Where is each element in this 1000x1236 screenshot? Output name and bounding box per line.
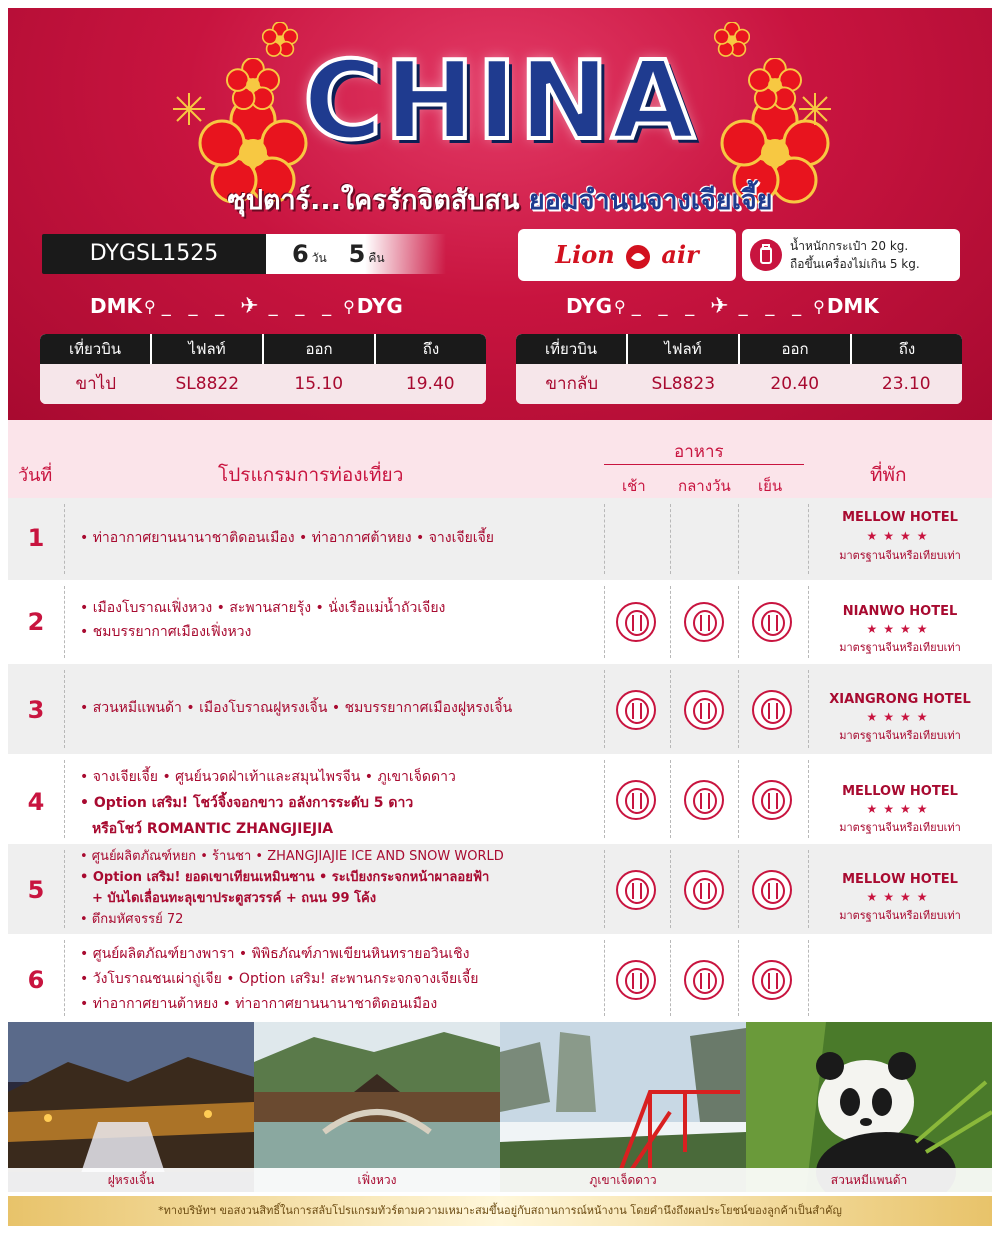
photo-label: เฟิ่งหวง: [254, 1168, 500, 1192]
day-row: [8, 580, 992, 664]
hotel-name: MELLOW HOTEL: [842, 510, 958, 525]
col-header: เที่ยวบิน: [516, 334, 626, 364]
nights-count: 5: [348, 240, 366, 268]
day-row: [8, 754, 992, 844]
inbound-route: DYG ⚲ _ _ _ ✈ _ _ _ ⚲ DMK: [566, 293, 879, 319]
program-table-header: [8, 420, 992, 498]
meal-dinner-icon: [752, 690, 792, 730]
days-unit: วัน: [311, 251, 327, 265]
meal-lunch-icon: [684, 690, 724, 730]
hotel-stars: ★★★★: [866, 622, 934, 636]
arrival-time: 23.10: [881, 374, 931, 394]
meal-breakfast-icon: [616, 690, 656, 730]
col-header: ไฟลท์: [628, 334, 738, 364]
photo-panda-park: [746, 1022, 992, 1192]
meal-dinner-icon: [752, 780, 792, 820]
hotel-standard: มาตรฐานจีนหรือเทียบเท่า: [839, 729, 961, 742]
flight-number: SL8823: [651, 374, 716, 394]
main-title: CHINA: [303, 39, 697, 164]
col-header: ออก: [264, 334, 374, 364]
photo-label: สวนหมีแพนด้า: [746, 1168, 992, 1192]
itinerary-option-line: • Option เสริม! โชว์จิ้งจอกขาว อลังการระดับ 5 ดาว: [80, 795, 414, 811]
location-pin-icon: ⚲: [343, 296, 355, 316]
inbound-to: DMK: [826, 294, 879, 318]
itinerary-line: • เมืองโบราณเฟิ่งหวง • สะพานสายรุ้ง • นั่งเรือแม่น้ำถัวเจียง: [80, 600, 446, 616]
col-header: ถึง: [376, 334, 486, 364]
days-count: 6: [292, 240, 309, 268]
airline-name-left: Lion: [555, 240, 615, 269]
waterfall-town-image: [8, 1022, 254, 1192]
col-header: เที่ยวบิน: [40, 334, 150, 364]
day-number: 3: [27, 696, 45, 724]
nights-unit: คืน: [368, 251, 385, 265]
itinerary-line: • ศูนย์ผลิตภัณฑ์ยางพารา • พิพิธภัณฑ์ภาพเขียนหินทรายอวินเชิง: [80, 946, 470, 962]
tour-poster: [8, 8, 992, 1232]
airline-logo: [518, 229, 736, 281]
photo-furongzhen: [8, 1022, 254, 1192]
photo-fenghuang: [254, 1022, 500, 1192]
departure-time: 20.40: [770, 374, 820, 394]
meal-breakfast-icon: [616, 780, 656, 820]
arrival-time: 19.40: [405, 374, 455, 394]
inbound-flight-table: [516, 334, 962, 404]
day-number: 1: [27, 524, 45, 552]
itinerary-line: • วังโบราณชนเผ่าถู่เจีย • Option เสริม! สะพานกระจกจางเจียเจี้ย: [80, 971, 479, 987]
meal-breakfast-icon: [616, 602, 656, 642]
hotel-stars: ★★★★: [866, 802, 934, 816]
col-header: ถึง: [852, 334, 962, 364]
outbound-flight-table: [40, 334, 486, 404]
day-row: [8, 934, 992, 1022]
river-bridge-image: [254, 1022, 500, 1192]
meal-lunch-icon: [684, 960, 724, 1000]
glass-skywalk-image: [500, 1022, 746, 1192]
program-col-header: โปรแกรมการท่องเที่ยว: [218, 464, 404, 486]
photo-seven-star-mountain: [500, 1022, 746, 1192]
dinner-col-header: เย็น: [758, 477, 783, 495]
hotel-name: XIANGRONG HOTEL: [829, 692, 971, 707]
breakfast-col-header: เช้า: [622, 477, 646, 495]
location-pin-icon: ⚲: [813, 296, 825, 316]
baggage-line1: น้ำหนักกระเป๋า 20 kg.: [790, 239, 909, 253]
meal-dinner-icon: [752, 602, 792, 642]
itinerary-line: • สวนหมีแพนด้า • เมืองโบราณฝูหรงเจิ้น • ชมบรรยากาศเมืองฝูหรงเจิ้น: [80, 700, 513, 716]
subtitle: [8, 178, 992, 221]
itinerary-line: • ตึกมหัศจรรย์ 72: [80, 912, 184, 927]
departure-time: 15.10: [294, 374, 344, 394]
itinerary-option-line: • Option เสริม! ยอดเขาเทียนเหมินซาน • ระเบียงกระจกหน้าผาลอยฟ้า: [80, 870, 490, 885]
flight-direction: ขากลับ: [545, 374, 599, 394]
duration: [266, 234, 446, 274]
photo-strip: [8, 1022, 992, 1192]
meal-col-header: อาหาร: [674, 442, 724, 462]
airplane-icon: ✈: [710, 293, 729, 319]
hotel-stars: ★★★★: [866, 710, 934, 724]
itinerary-option-line: หรือโชว์ ROMANTIC ZHANGJIEJIA: [92, 821, 334, 837]
meal-lunch-icon: [684, 780, 724, 820]
hotel-standard: มาตรฐานจีนหรือเทียบเท่า: [839, 641, 961, 654]
day-number: 4: [27, 788, 45, 816]
day-row: [8, 844, 992, 934]
baggage-line2: ถือขึ้นเครื่องไม่เกิน 5 kg.: [790, 257, 920, 271]
flight-direction: ขาไป: [75, 374, 116, 394]
col-header: ออก: [740, 334, 850, 364]
itinerary-line: • จางเจียเจี้ย • ศูนย์นวดฝ่าเท้าและสมุนไพรจีน • ภูเขาเจ็ดดาว: [80, 769, 456, 785]
day-number: 2: [27, 608, 45, 636]
meal-breakfast-icon: [616, 960, 656, 1000]
hotel-col-header: ที่พัก: [870, 464, 907, 486]
hotel-name: MELLOW HOTEL: [842, 872, 958, 887]
day-col-header: วันที่: [18, 465, 53, 486]
meal-lunch-icon: [684, 602, 724, 642]
hotel-stars: ★★★★: [866, 890, 934, 904]
lunch-col-header: กลางวัน: [678, 477, 731, 495]
hotel-standard: มาตรฐานจีนหรือเทียบเท่า: [839, 549, 961, 562]
day-number: 5: [27, 876, 45, 904]
hotel-name: NIANWO HOTEL: [842, 604, 958, 619]
flight-number: SL8822: [175, 374, 240, 394]
itinerary-line: • ชมบรรยากาศเมืองเฟิ่งหวง: [80, 624, 252, 640]
photo-label: ภูเขาเจ็ดดาว: [500, 1168, 746, 1192]
inbound-from: DYG: [566, 294, 613, 318]
airline-name-right: air: [661, 240, 699, 269]
photo-label: ฝูหรงเจิ้น: [8, 1168, 254, 1192]
itinerary-line: • ศูนย์ผลิตภัณฑ์หยก • ร้านชา • ZHANGJIAJIE ICE AND SNOW WORLD: [80, 849, 504, 864]
airplane-icon: ✈: [240, 293, 259, 319]
day-row: [8, 498, 992, 580]
meal-dinner-icon: [752, 870, 792, 910]
location-pin-icon: ⚲: [144, 296, 156, 316]
location-pin-icon: ⚲: [614, 296, 626, 316]
hotel-stars: ★★★★: [866, 529, 934, 543]
baggage-info: [742, 229, 960, 281]
outbound-from: DMK: [90, 294, 143, 318]
tour-code: DYGSL1525: [42, 234, 266, 274]
hotel-name: MELLOW HOTEL: [842, 784, 958, 799]
day-row: [8, 664, 992, 754]
disclaimer-footer: *ทางบริษัทฯ ขอสงวนสิทธิ์ในการสลับโปรแกรมทัวร์ตามความเหมาะสมขึ้นอยู่กับสถานการณ์หน้างาน โดยคำนึงถึงผลประโยชน์ของลูกค้าเป็นสำคัญ: [8, 1196, 992, 1226]
day-number: 6: [27, 966, 45, 994]
outbound-route: DMK ⚲ _ _ _ ✈ _ _ _ ⚲ DYG: [90, 293, 403, 319]
hotel-standard: มาตรฐานจีนหรือเทียบเท่า: [839, 821, 961, 834]
itinerary-line: • ท่าอากาศยานนานาชาติดอนเมือง • ท่าอากาศต้าหยง • จางเจียเจี้ย: [80, 530, 494, 546]
panda-image: [746, 1022, 992, 1192]
meal-lunch-icon: [684, 870, 724, 910]
luggage-icon: [750, 239, 782, 271]
meal-breakfast-icon: [616, 870, 656, 910]
meal-dinner-icon: [752, 960, 792, 1000]
col-header: ไฟลท์: [152, 334, 262, 364]
hotel-standard: มาตรฐานจีนหรือเทียบเท่า: [839, 909, 961, 922]
itinerary-line: • ท่าอากาศยานต้าหยง • ท่าอากาศยานนานาชาติดอนเมือง: [80, 996, 438, 1012]
subtitle-part2: ยอมจำนนจางเจียเจี้ย: [528, 185, 773, 216]
itinerary-option-line: + บันไดเลื่อนทะลุเขาประตูสวรรค์ + ถนน 99 โค้ง: [92, 891, 377, 906]
outbound-to: DYG: [356, 294, 403, 318]
lion-icon: [625, 244, 651, 270]
subtitle-part1: ซุปตาร์...ใครรักจิตสับสน: [227, 185, 520, 216]
header-banner: [8, 8, 992, 420]
